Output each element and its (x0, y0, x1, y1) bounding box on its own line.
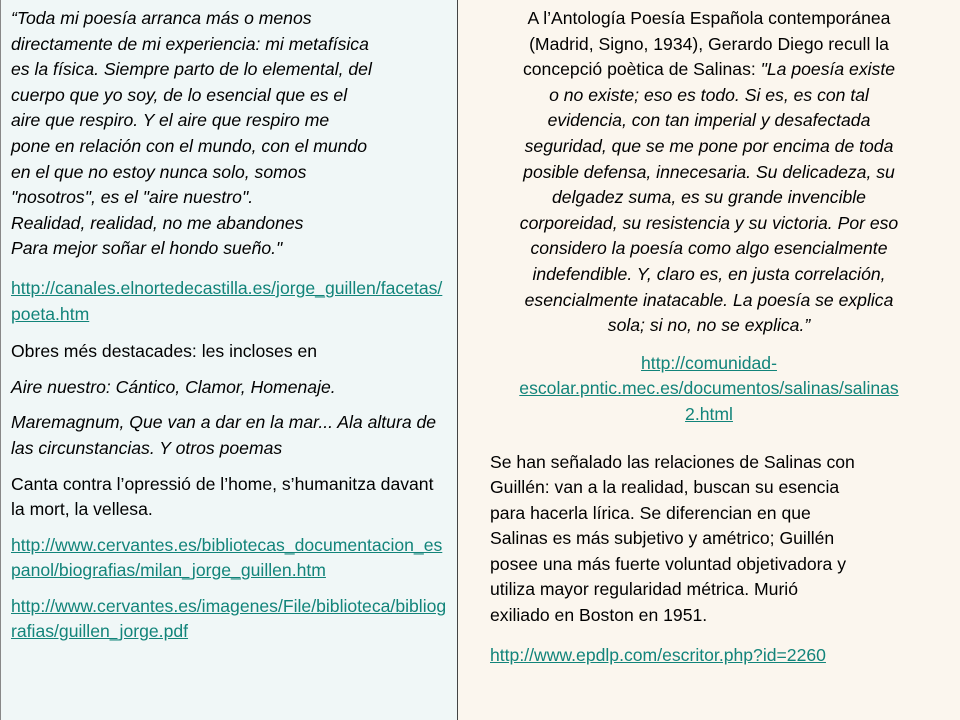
quote-line: esencialmente inatacable. La poesía se explica (524, 289, 894, 310)
cervantes-bibliography-link[interactable]: http://www.cervantes.es/imagenes/File/biblioteca/bibliografias/guillen_jorge.pdf (11, 595, 447, 642)
quote-line: Para mejor soñar el hondo sueño." (11, 238, 283, 259)
relaciones-line: utiliza mayor regularidad métrica. Murió (490, 579, 799, 600)
quote-line: "La poesía existe (760, 59, 896, 80)
quote-line: es la física. Siempre parto de lo elemental, del (11, 59, 372, 80)
pntic-salinas-link[interactable] (519, 353, 898, 424)
quote-line: considero la poesía como algo esencialmente (530, 238, 888, 259)
work-aire-nuestro: Aire nuestro: Cántico, Clamor, Homenaje. (11, 376, 336, 397)
quote-line: indefendible. Y, claro es, en justa correlación, (532, 263, 886, 284)
quote-line: posible defensa, innecesaria. Su delicadeza, su (523, 161, 895, 182)
work-maremagnum: Maremagnum, Que van a dar en la mar... Ala altura de las circunstancias. Y otros poemas (11, 412, 437, 458)
quote-line: Realidad, realidad, no me abandones (11, 212, 304, 233)
quote-line: delgadez suma, es su grande invencible (552, 187, 866, 208)
relaciones-line: Guillén: van a la realidad, buscan su esencia (490, 477, 840, 498)
relaciones-line: para hacerla lírica. Se diferencian en que (490, 502, 811, 523)
relaciones-line: exiliado en Boston en 1951. (490, 605, 708, 626)
quote-line: cuerpo que yo soy, de lo esencial que es el (11, 84, 348, 105)
quote-line: en el que no estoy nunca solo, somos (11, 161, 307, 182)
quote-line: “Toda mi poesía arranca más o menos (11, 8, 312, 28)
quote-line: pone en relación con el mundo, con el mundo (11, 135, 368, 156)
norte-castilla-link[interactable]: http://canales.elnortedecastilla.es/jorge_guillen/facetas/poeta.htm (11, 277, 443, 324)
quote-line: sola; si no, no se explica.” (607, 315, 811, 336)
link-line[interactable]: http://comunidad- (641, 352, 777, 373)
link-line[interactable]: 2.html (685, 403, 733, 424)
quote-line: corporeidad, su resistencia y su victoria. Por eso (519, 212, 899, 233)
quote-line: o no existe; eso es todo. Si es, es con tal (549, 84, 869, 105)
cervantes-biography-link[interactable]: http://www.cervantes.es/bibliotecas_documentacion_espanol/biografias/milan_jorge_guillen.htm (11, 534, 443, 581)
works-intro: Obres més destacades: les incloses en (11, 341, 318, 362)
intro-line: concepció poètica de Salinas: (522, 59, 761, 80)
canta-text: Canta contra l’opressió de l’home, s’humanitza davant la mort, la vellesa. (11, 473, 434, 520)
relaciones-text (468, 450, 950, 629)
guillen-quote (11, 6, 447, 262)
right-panel (458, 0, 960, 720)
quote-line: aire que respiro. Y el aire que respiro me (11, 110, 330, 131)
relaciones-line: Se han señalado las relaciones de Salinas con (490, 451, 855, 472)
intro-line: (Madrid, Signo, 1934), Gerardo Diego recull la (529, 33, 889, 54)
quote-line: seguridad, que se me pone por encima de toda (524, 135, 894, 156)
left-panel (0, 0, 458, 720)
relaciones-line: Salinas es más subjetivo y amétrico; Guillén (490, 528, 835, 549)
link-line[interactable]: escolar.pntic.mec.es/documentos/salinas/salinas (519, 378, 899, 399)
intro-line: A l’Antología Poesía Española contemporánea (527, 8, 891, 28)
epdlp-link[interactable]: http://www.epdlp.com/escritor.php?id=2260 (490, 644, 826, 665)
quote-line: directamente de mi experiencia: mi metafísica (11, 33, 369, 54)
quote-line: evidencia, con tan imperial y desafectada (547, 110, 871, 131)
relaciones-line: posee una más fuerte voluntad objetivadora y (490, 553, 847, 574)
salinas-intro (468, 6, 950, 339)
quote-line: "nosotros", es el "aire nuestro". (11, 187, 254, 208)
